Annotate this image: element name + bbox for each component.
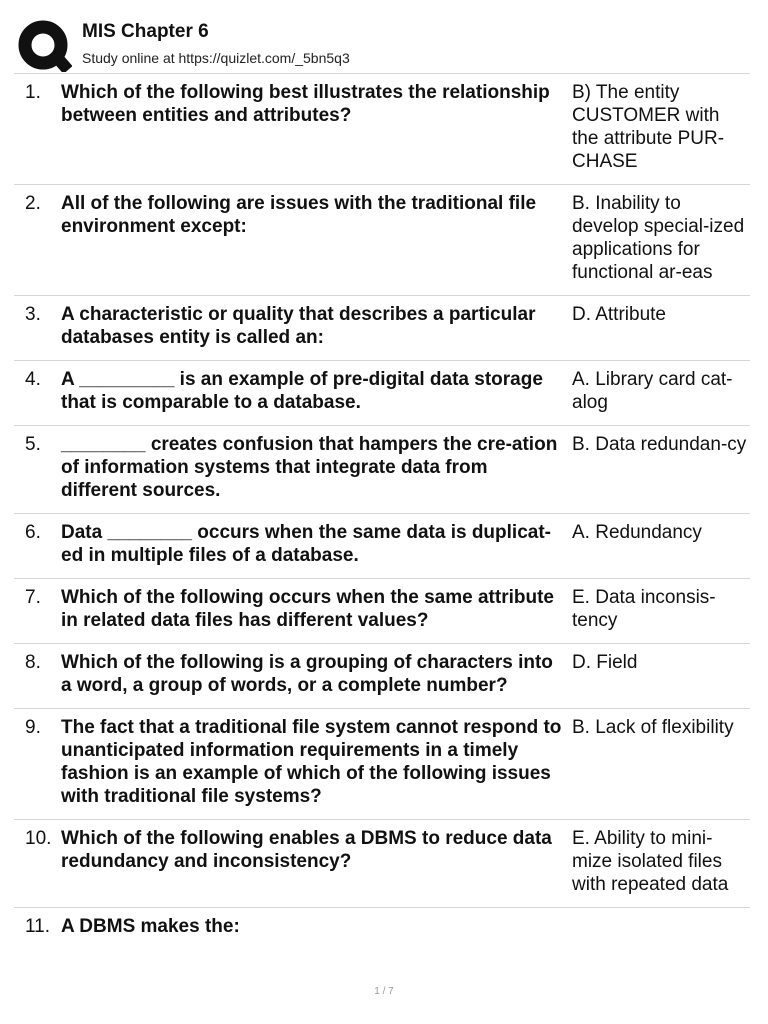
flashcard	[14, 185, 750, 296]
card-number: 10.	[25, 828, 52, 849]
card-answer: B) The entity CUSTOMER with the attribute PUR-CHASE	[572, 82, 725, 172]
card-answer: A. Library card cat-alog	[572, 369, 733, 413]
card-question: A characteristic or quality that describes a particular databases entity is called an:	[61, 304, 536, 348]
card-number: 3.	[25, 304, 41, 325]
page-header	[0, 0, 768, 72]
card-question: A DBMS makes the:	[61, 916, 240, 937]
study-link-text: Study online at https://quizlet.com/_5bn5q3	[82, 50, 350, 66]
page-title: MIS Chapter 6	[82, 21, 209, 42]
card-number: 6.	[25, 522, 41, 543]
flashcard	[14, 644, 750, 709]
flashcard	[14, 426, 750, 514]
card-question: Which of the following is a grouping of characters into a word, a group of words, or a complete number?	[61, 652, 553, 696]
flashcard	[14, 908, 750, 949]
card-question: Which of the following occurs when the same attribute in related data files has different values?	[61, 587, 554, 631]
page-number: 1 / 7	[374, 986, 394, 997]
card-question: All of the following are issues with the traditional file environment except:	[61, 193, 537, 237]
card-number: 11.	[25, 916, 51, 937]
card-question: Which of the following best illustrates the relationship between entities and attributes?	[61, 82, 550, 126]
card-number: 5.	[25, 434, 41, 455]
flashcard	[14, 709, 750, 820]
card-answer: E. Ability to mini-mize isolated files with repeated data	[572, 828, 729, 895]
card-answer: E. Data inconsis-tency	[572, 587, 716, 631]
card-question: ________ creates confusion that hampers the cre-ation of information systems that integrate data from different sources.	[61, 434, 558, 501]
card-answer: B. Data redundan-cy	[572, 434, 747, 455]
card-number: 8.	[25, 652, 41, 673]
card-answer	[572, 915, 750, 938]
card-answer: D. Field	[572, 652, 638, 673]
flashcard-list	[14, 74, 750, 949]
quizlet-logo-icon	[18, 20, 72, 72]
card-answer: B. Inability to develop special-ized applications for functional ar-eas	[572, 193, 745, 283]
card-question: A _________ is an example of pre-digital data storage that is comparable to a database.	[61, 369, 543, 413]
card-number: 7.	[25, 587, 41, 608]
card-number: 9.	[25, 717, 41, 738]
card-question: Which of the following enables a DBMS to reduce data redundancy and inconsistency?	[61, 828, 552, 872]
card-answer: B. Lack of flexibility	[572, 717, 734, 738]
card-answer: A. Redundancy	[572, 522, 702, 543]
flashcard	[14, 820, 750, 908]
flashcard	[14, 579, 750, 644]
card-question: The fact that a traditional file system cannot respond to unanticipated information requirements in a timely fashion is an example of which of the following issues with traditional file systems?	[61, 717, 562, 807]
card-number: 2.	[25, 193, 41, 214]
flashcard	[14, 296, 750, 361]
card-answer: D. Attribute	[572, 304, 666, 325]
card-question: Data ________ occurs when the same data is duplicat-ed in multiple files of a database.	[61, 522, 551, 566]
card-number: 1.	[25, 82, 41, 103]
flashcard	[14, 74, 750, 185]
flashcard	[14, 514, 750, 579]
flashcard	[14, 361, 750, 426]
card-number: 4.	[25, 369, 41, 390]
